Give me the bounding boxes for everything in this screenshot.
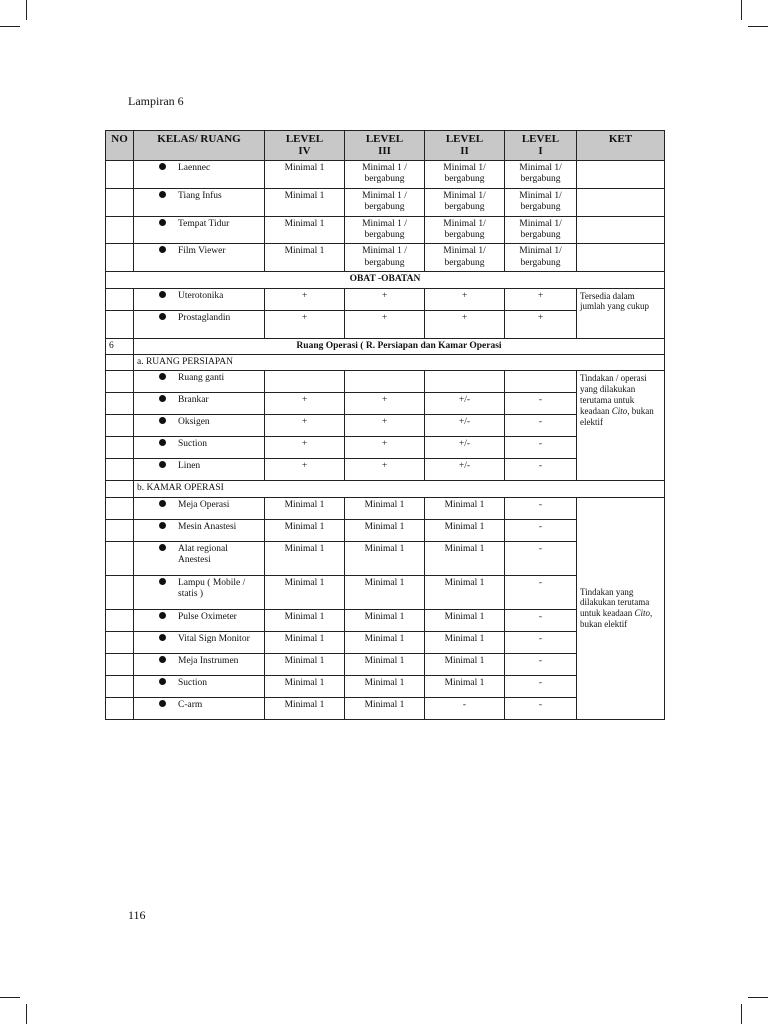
level-iii-cell: +: [345, 393, 425, 415]
crop-mark: [741, 0, 742, 20]
level-i-cell: -: [505, 609, 577, 631]
item-cell: [134, 459, 265, 481]
bullet-icon: [159, 439, 166, 446]
table-row: [106, 161, 665, 189]
item-cell: [134, 244, 265, 272]
table-row: [106, 371, 665, 393]
bullet-icon: [159, 522, 166, 529]
item-cell: [134, 393, 265, 415]
ket-text: Tindakan yang dilakukan terutama untuk keadaan: [580, 586, 650, 619]
ket-cell: [577, 161, 665, 189]
table-row: [106, 216, 665, 244]
level-iii-cell: Minimal 1: [345, 675, 425, 697]
level-i-cell: -: [505, 697, 577, 719]
bullet-icon: [159, 700, 166, 707]
level-ii-cell: Minimal 1: [425, 497, 505, 519]
item-cell: [134, 415, 265, 437]
subsection-row-persiapan: [106, 355, 665, 371]
subsection-title-kamar: b. KAMAR OPERASI: [134, 481, 665, 497]
item-label: Laennec: [178, 163, 211, 174]
no-cell: [106, 371, 134, 393]
level-iv-cell: +: [265, 288, 345, 310]
level-iii-cell: +: [345, 459, 425, 481]
item-cell: [134, 288, 265, 310]
section-row-obat: [106, 272, 665, 288]
level-iv-cell: Minimal 1: [265, 697, 345, 719]
level-ii-cell: [425, 371, 505, 393]
level-iv-cell: [265, 371, 345, 393]
no-cell: [106, 575, 134, 609]
bullet-icon: [159, 163, 166, 170]
no-cell: [106, 631, 134, 653]
level-iii-cell: +: [345, 415, 425, 437]
no-cell: [106, 216, 134, 244]
level-ii-cell: +/-: [425, 437, 505, 459]
page-number: 116: [128, 908, 146, 922]
item-cell: [134, 161, 265, 189]
level-i-cell: Minimal 1/ bergabung: [505, 161, 577, 189]
header-label: LEVEL: [445, 133, 484, 145]
item-cell: [134, 697, 265, 719]
bullet-icon: [159, 612, 166, 619]
table-row: [106, 244, 665, 272]
item-label: Alat regional Anestesi: [178, 543, 228, 566]
level-iv-cell: +: [265, 415, 345, 437]
level-iii-cell: Minimal 1: [345, 519, 425, 541]
level-i-cell: Minimal 1/ bergabung: [505, 216, 577, 244]
item-label: Mesin Anastesi: [178, 521, 237, 532]
level-iii-cell: Minimal 1: [345, 653, 425, 675]
section-title-ruang-operasi: Ruang Operasi ( R. Persiapan dan Kamar Operasi: [134, 338, 665, 354]
item-label: Suction: [178, 439, 208, 450]
bullet-icon: [159, 313, 166, 320]
subsection-row-kamar: [106, 481, 665, 497]
header-label: II: [460, 144, 469, 157]
level-i-cell: -: [505, 497, 577, 519]
no-cell: [106, 609, 134, 631]
no-cell: 6: [106, 338, 134, 354]
level-iii-cell: Minimal 1: [345, 575, 425, 609]
subsection-title-persiapan: a. RUANG PERSIAPAN: [134, 355, 665, 371]
ket-text: Tindakan / operasi yang dilakukan terutama untuk keadaan: [580, 373, 647, 416]
crop-mark: [748, 26, 768, 27]
crop-mark: [748, 997, 768, 998]
table-row: [106, 188, 665, 216]
level-i-cell: -: [505, 675, 577, 697]
header-label: IV: [298, 144, 311, 157]
no-cell: [106, 355, 134, 371]
level-iv-cell: Minimal 1: [265, 188, 345, 216]
level-iv-cell: Minimal 1: [265, 497, 345, 519]
level-iii-cell: Minimal 1 / bergabung: [345, 161, 425, 189]
bullet-icon: [159, 219, 166, 226]
bullet-icon: [159, 634, 166, 641]
bullet-icon: [159, 373, 166, 380]
no-cell: [106, 519, 134, 541]
level-i-cell: -: [505, 519, 577, 541]
no-cell: [106, 310, 134, 338]
no-cell: [106, 497, 134, 519]
no-cell: [106, 437, 134, 459]
item-label: Meja Operasi: [178, 499, 230, 510]
crop-mark: [0, 26, 20, 27]
level-iii-cell: Minimal 1: [345, 497, 425, 519]
level-i-cell: -: [505, 393, 577, 415]
bullet-icon: [159, 246, 166, 253]
ket-obat: Tersedia dalam jumlah yang cukup: [577, 288, 665, 338]
item-label: Tiang Infus: [178, 190, 222, 201]
crop-mark: [26, 0, 27, 20]
level-iv-cell: Minimal 1: [265, 541, 345, 575]
level-ii-cell: +: [425, 310, 505, 338]
item-label: Oksigen: [178, 417, 210, 428]
bullet-icon: [159, 291, 166, 298]
level-i-cell: Minimal 1/ bergabung: [505, 188, 577, 216]
table-row: [106, 288, 665, 310]
item-cell: [134, 609, 265, 631]
level-ii-cell: Minimal 1/ bergabung: [425, 216, 505, 244]
header-level-ii: [425, 131, 505, 161]
no-cell: [106, 541, 134, 575]
bullet-icon: [159, 678, 166, 685]
level-ii-cell: -: [425, 697, 505, 719]
item-cell: [134, 631, 265, 653]
no-cell: [106, 244, 134, 272]
no-cell: [106, 481, 134, 497]
item-label: Uterotonika: [178, 290, 224, 301]
level-ii-cell: +/-: [425, 459, 505, 481]
bullet-icon: [159, 417, 166, 424]
level-iii-cell: [345, 371, 425, 393]
level-iv-cell: Minimal 1: [265, 609, 345, 631]
bullet-icon: [159, 461, 166, 468]
header-kelas: KELAS/ RUANG: [134, 131, 265, 161]
level-i-cell: +: [505, 310, 577, 338]
level-iv-cell: Minimal 1: [265, 653, 345, 675]
crop-mark: [741, 1004, 742, 1024]
item-label: Lampu ( Mobile / statis ): [178, 577, 246, 600]
header-level-i: [505, 131, 577, 161]
level-ii-cell: +/-: [425, 393, 505, 415]
item-cell: [134, 188, 265, 216]
no-cell: [106, 653, 134, 675]
header-label: III: [378, 144, 391, 157]
bullet-icon: [159, 578, 166, 585]
item-label: Tempat Tidur: [178, 218, 230, 229]
equipment-table: [105, 130, 665, 720]
page-header-label: Lampiran 6: [128, 94, 184, 108]
item-label: Linen: [178, 461, 201, 472]
header-label: LEVEL: [285, 133, 324, 145]
bullet-icon: [159, 191, 166, 198]
item-cell: [134, 653, 265, 675]
level-iii-cell: Minimal 1: [345, 697, 425, 719]
item-cell: [134, 675, 265, 697]
item-cell: [134, 497, 265, 519]
section-title-obat: OBAT -OBATAN: [106, 272, 665, 288]
level-iv-cell: +: [265, 459, 345, 481]
ket-cell: [577, 188, 665, 216]
level-ii-cell: Minimal 1: [425, 675, 505, 697]
item-label: Pulse Oximeter: [178, 611, 237, 622]
ket-persiapan: [577, 371, 665, 481]
level-i-cell: -: [505, 575, 577, 609]
level-ii-cell: Minimal 1: [425, 631, 505, 653]
crop-mark: [0, 997, 20, 998]
header-label: LEVEL: [521, 133, 560, 145]
ket-cell: [577, 216, 665, 244]
bullet-icon: [159, 544, 166, 551]
level-iv-cell: Minimal 1: [265, 244, 345, 272]
level-i-cell: -: [505, 541, 577, 575]
item-label: Meja Instrumen: [178, 655, 239, 666]
level-iii-cell: Minimal 1: [345, 541, 425, 575]
header-level-iii: [345, 131, 425, 161]
level-ii-cell: Minimal 1: [425, 653, 505, 675]
level-iii-cell: +: [345, 288, 425, 310]
item-label: Suction: [178, 677, 208, 688]
level-iii-cell: Minimal 1 / bergabung: [345, 216, 425, 244]
item-label: Prostaglandin: [178, 312, 231, 323]
item-cell: [134, 519, 265, 541]
item-cell: [134, 216, 265, 244]
table-row: [106, 497, 665, 519]
no-cell: [106, 675, 134, 697]
level-i-cell: +: [505, 288, 577, 310]
level-iii-cell: Minimal 1 / bergabung: [345, 188, 425, 216]
item-cell: [134, 371, 265, 393]
level-iv-cell: Minimal 1: [265, 161, 345, 189]
item-label: Film Viewer: [178, 246, 226, 257]
no-cell: [106, 459, 134, 481]
no-cell: [106, 188, 134, 216]
level-iv-cell: +: [265, 393, 345, 415]
no-cell: [106, 415, 134, 437]
item-label: Vital Sign Monitor: [178, 633, 250, 644]
table-header-row: [106, 131, 665, 161]
ket-text: , bukan elektif: [580, 405, 654, 427]
item-cell: [134, 437, 265, 459]
ket-cito: Cito: [611, 405, 628, 416]
level-iv-cell: Minimal 1: [265, 519, 345, 541]
level-ii-cell: Minimal 1: [425, 541, 505, 575]
no-cell: [106, 697, 134, 719]
no-cell: [106, 161, 134, 189]
level-iii-cell: +: [345, 310, 425, 338]
header-label: LEVEL: [365, 133, 404, 145]
level-iv-cell: Minimal 1: [265, 675, 345, 697]
level-ii-cell: Minimal 1/ bergabung: [425, 188, 505, 216]
level-ii-cell: Minimal 1/ bergabung: [425, 244, 505, 272]
level-iii-cell: +: [345, 437, 425, 459]
level-i-cell: -: [505, 437, 577, 459]
level-i-cell: [505, 371, 577, 393]
item-cell: [134, 541, 265, 575]
ket-cito: Cito: [634, 608, 650, 619]
level-iii-cell: Minimal 1 / bergabung: [345, 244, 425, 272]
header-no: NO: [106, 131, 134, 161]
level-ii-cell: Minimal 1: [425, 609, 505, 631]
level-iii-cell: Minimal 1: [345, 609, 425, 631]
level-i-cell: Minimal 1/ bergabung: [505, 244, 577, 272]
crop-mark: [26, 1004, 27, 1024]
level-i-cell: -: [505, 459, 577, 481]
bullet-icon: [159, 500, 166, 507]
ket-cell: [577, 244, 665, 272]
level-iv-cell: +: [265, 310, 345, 338]
level-ii-cell: +: [425, 288, 505, 310]
level-i-cell: -: [505, 653, 577, 675]
level-ii-cell: Minimal 1: [425, 519, 505, 541]
bullet-icon: [159, 656, 166, 663]
level-i-cell: -: [505, 631, 577, 653]
item-cell: [134, 575, 265, 609]
header-level-iv: [265, 131, 345, 161]
level-ii-cell: Minimal 1/ bergabung: [425, 161, 505, 189]
no-cell: [106, 393, 134, 415]
bullet-icon: [159, 395, 166, 402]
header-ket: KET: [577, 131, 665, 161]
section-row-6: [106, 338, 665, 354]
item-cell: [134, 310, 265, 338]
ket-kamar: [577, 497, 665, 719]
level-iii-cell: Minimal 1: [345, 631, 425, 653]
level-iv-cell: Minimal 1: [265, 631, 345, 653]
header-label: I: [538, 144, 543, 157]
no-cell: [106, 288, 134, 310]
ket-text: , bukan elektif: [580, 608, 653, 630]
level-ii-cell: +/-: [425, 415, 505, 437]
level-ii-cell: Minimal 1: [425, 575, 505, 609]
item-label: Brankar: [178, 395, 209, 406]
item-label: Ruang ganti: [178, 373, 225, 384]
level-i-cell: -: [505, 415, 577, 437]
level-iv-cell: +: [265, 437, 345, 459]
level-iv-cell: Minimal 1: [265, 575, 345, 609]
item-label: C-arm: [178, 699, 203, 710]
level-iv-cell: Minimal 1: [265, 216, 345, 244]
